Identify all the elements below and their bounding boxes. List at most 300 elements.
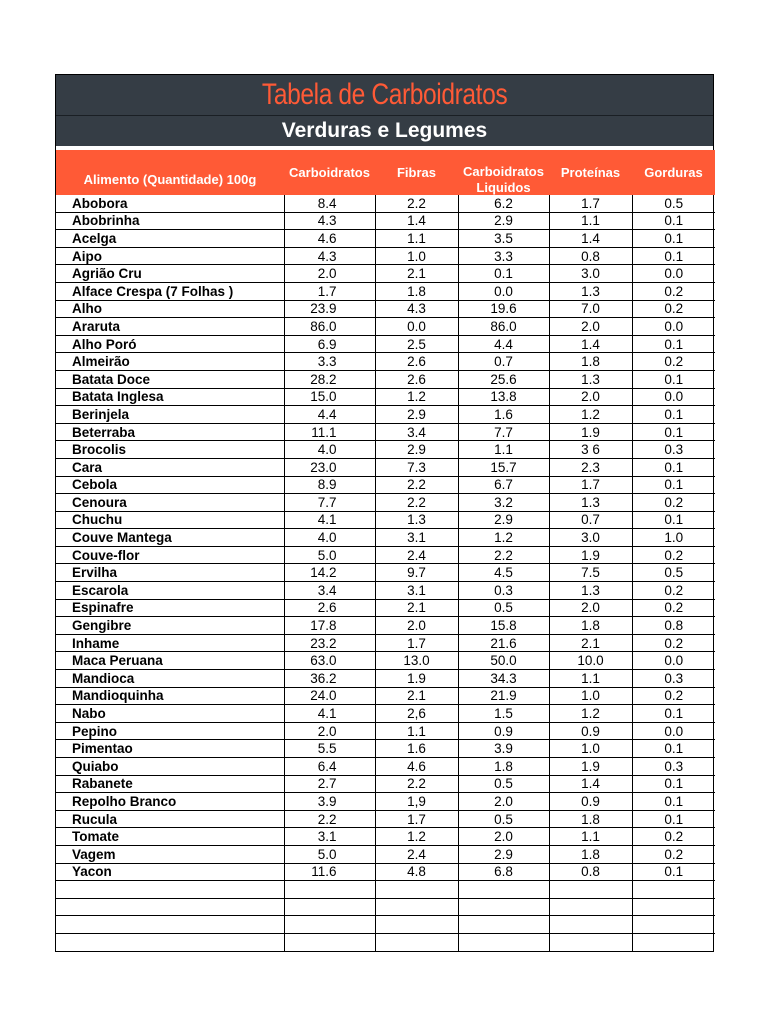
- title-banner: [56, 75, 713, 115]
- protein-cell: 1.3: [549, 282, 632, 300]
- fiber-cell: 1.1: [375, 722, 458, 740]
- table-row: [56, 933, 715, 950]
- carbs-cell: 17.8: [284, 617, 375, 635]
- protein-cell: 1.8: [549, 845, 632, 863]
- food-cell: Espinafre: [56, 599, 284, 617]
- fat-cell: 0.1: [632, 212, 715, 230]
- protein-cell: 1.2: [549, 705, 632, 723]
- fat-cell: 0.1: [632, 370, 715, 388]
- table-row: [56, 863, 715, 881]
- fat-cell: [632, 916, 715, 934]
- protein-cell: 1.9: [549, 423, 632, 441]
- net-carbs-cell: 4.4: [458, 335, 549, 353]
- fiber-cell: 2.0: [375, 617, 458, 635]
- header-net-carbs: Carboidratos Liquidos: [458, 150, 549, 195]
- table-row: [56, 845, 715, 863]
- protein-cell: 10.0: [549, 652, 632, 670]
- net-carbs-cell: 15.7: [458, 458, 549, 476]
- fiber-cell: 1.2: [375, 388, 458, 406]
- food-cell: Maca Peruana: [56, 652, 284, 670]
- fat-cell: 0.2: [632, 634, 715, 652]
- fat-cell: 0.1: [632, 810, 715, 828]
- carbs-cell: 2.7: [284, 775, 375, 793]
- fat-cell: 0.2: [632, 300, 715, 318]
- net-carbs-cell: 86.0: [458, 318, 549, 336]
- carbs-cell: [284, 933, 375, 950]
- carbs-cell: 2.6: [284, 599, 375, 617]
- food-cell: Brocolis: [56, 441, 284, 459]
- table-row: [56, 406, 715, 424]
- carbs-cell: 5.0: [284, 845, 375, 863]
- fiber-cell: 1.8: [375, 282, 458, 300]
- fat-cell: 0.1: [632, 775, 715, 793]
- fat-cell: 0.1: [632, 335, 715, 353]
- fat-cell: 0.1: [632, 458, 715, 476]
- net-carbs-cell: 15.8: [458, 617, 549, 635]
- protein-cell: 1.8: [549, 810, 632, 828]
- nutrition-table: [56, 150, 715, 951]
- table-row: [56, 916, 715, 934]
- food-cell: Abobora: [56, 195, 284, 212]
- page-title: Tabela de Carboidratos: [261, 78, 508, 111]
- table-row: [56, 511, 715, 529]
- net-carbs-cell: 0.5: [458, 599, 549, 617]
- food-cell: Pimentao: [56, 740, 284, 758]
- fat-cell: 0.2: [632, 599, 715, 617]
- protein-cell: 0.8: [549, 863, 632, 881]
- carb-table-document: [55, 74, 714, 952]
- fat-cell: 0.1: [632, 406, 715, 424]
- fiber-cell: 9.7: [375, 564, 458, 582]
- fiber-cell: 1.9: [375, 670, 458, 688]
- net-carbs-cell: 13.8: [458, 388, 549, 406]
- fiber-cell: 1,9: [375, 793, 458, 811]
- carbs-cell: [284, 881, 375, 899]
- food-cell: [56, 881, 284, 899]
- net-carbs-cell: 34.3: [458, 670, 549, 688]
- carbs-cell: 5.5: [284, 740, 375, 758]
- net-carbs-cell: 6.7: [458, 476, 549, 494]
- food-cell: Gengibre: [56, 617, 284, 635]
- fiber-cell: 1.2: [375, 828, 458, 846]
- carbs-cell: 4.1: [284, 511, 375, 529]
- food-cell: Almeirão: [56, 353, 284, 371]
- food-cell: Alface Crespa (7 Folhas ): [56, 282, 284, 300]
- table-row: [56, 881, 715, 899]
- fiber-cell: 2.2: [375, 494, 458, 512]
- fat-cell: 0.2: [632, 353, 715, 371]
- net-carbs-cell: 3.2: [458, 494, 549, 512]
- table-row: [56, 670, 715, 688]
- table-row: [56, 793, 715, 811]
- table-row: [56, 247, 715, 265]
- protein-cell: 1.0: [549, 687, 632, 705]
- carbs-cell: 11.6: [284, 863, 375, 881]
- fiber-cell: 1.7: [375, 810, 458, 828]
- food-cell: Pepino: [56, 722, 284, 740]
- header-fiber: Fibras: [375, 150, 458, 195]
- food-cell: Couve Mantega: [56, 529, 284, 547]
- food-cell: Alho Poró: [56, 335, 284, 353]
- protein-cell: 1.1: [549, 212, 632, 230]
- fiber-cell: 2.6: [375, 353, 458, 371]
- table-row: [56, 722, 715, 740]
- protein-cell: 0.9: [549, 722, 632, 740]
- table-body: [56, 195, 715, 951]
- table-row: [56, 582, 715, 600]
- fat-cell: 0.2: [632, 687, 715, 705]
- food-cell: [56, 933, 284, 950]
- net-carbs-cell: 0.5: [458, 810, 549, 828]
- net-carbs-cell: 3.9: [458, 740, 549, 758]
- carbs-cell: 4.1: [284, 705, 375, 723]
- food-cell: Inhame: [56, 634, 284, 652]
- table-row: [56, 423, 715, 441]
- food-cell: Vagem: [56, 845, 284, 863]
- net-carbs-cell: 0.7: [458, 353, 549, 371]
- net-carbs-cell: 21.6: [458, 634, 549, 652]
- carbs-cell: 11.1: [284, 423, 375, 441]
- net-carbs-cell: [458, 898, 549, 916]
- fiber-cell: 1.0: [375, 247, 458, 265]
- food-cell: Acelga: [56, 230, 284, 248]
- net-carbs-cell: [458, 933, 549, 950]
- fiber-cell: 2.9: [375, 406, 458, 424]
- carbs-cell: 2.0: [284, 722, 375, 740]
- fat-cell: 0.0: [632, 265, 715, 283]
- fat-cell: 0.0: [632, 388, 715, 406]
- table-row: [56, 388, 715, 406]
- protein-cell: 1.3: [549, 582, 632, 600]
- food-cell: Tomate: [56, 828, 284, 846]
- net-carbs-cell: 2.2: [458, 546, 549, 564]
- food-cell: Cara: [56, 458, 284, 476]
- table-row: [56, 212, 715, 230]
- net-carbs-cell: 19.6: [458, 300, 549, 318]
- protein-cell: [549, 898, 632, 916]
- table-row: [56, 458, 715, 476]
- net-carbs-cell: 1.1: [458, 441, 549, 459]
- carbs-cell: 4.4: [284, 406, 375, 424]
- table-row: [56, 353, 715, 371]
- fat-cell: 0.1: [632, 476, 715, 494]
- carbs-cell: 28.2: [284, 370, 375, 388]
- table-row: [56, 828, 715, 846]
- food-cell: Nabo: [56, 705, 284, 723]
- carbs-cell: 86.0: [284, 318, 375, 336]
- fat-cell: 0.2: [632, 582, 715, 600]
- protein-cell: 2.0: [549, 318, 632, 336]
- fat-cell: 0.3: [632, 670, 715, 688]
- food-cell: Rucula: [56, 810, 284, 828]
- protein-cell: 1.3: [549, 370, 632, 388]
- net-carbs-cell: 1.6: [458, 406, 549, 424]
- protein-cell: 1.2: [549, 406, 632, 424]
- carbs-cell: 15.0: [284, 388, 375, 406]
- protein-cell: 0.8: [549, 247, 632, 265]
- net-carbs-cell: 0.3: [458, 582, 549, 600]
- table-row: [56, 529, 715, 547]
- food-cell: Yacon: [56, 863, 284, 881]
- table-row: [56, 634, 715, 652]
- net-carbs-cell: 21.9: [458, 687, 549, 705]
- table-row: [56, 810, 715, 828]
- carbs-cell: 4.6: [284, 230, 375, 248]
- carbs-cell: 63.0: [284, 652, 375, 670]
- net-carbs-cell: 1.2: [458, 529, 549, 547]
- fiber-cell: 2,6: [375, 705, 458, 723]
- fiber-cell: 4.6: [375, 758, 458, 776]
- fat-cell: 0.1: [632, 740, 715, 758]
- food-cell: Alho: [56, 300, 284, 318]
- fiber-cell: 2.2: [375, 476, 458, 494]
- net-carbs-cell: 6.8: [458, 863, 549, 881]
- fat-cell: 0.8: [632, 617, 715, 635]
- carbs-cell: 6.9: [284, 335, 375, 353]
- fiber-cell: 0.0: [375, 318, 458, 336]
- carbs-cell: 3.3: [284, 353, 375, 371]
- net-carbs-cell: 0.5: [458, 775, 549, 793]
- protein-cell: 1.7: [549, 195, 632, 212]
- protein-cell: 2.0: [549, 599, 632, 617]
- protein-cell: 1.8: [549, 353, 632, 371]
- protein-cell: 1.8: [549, 617, 632, 635]
- fiber-cell: 3.4: [375, 423, 458, 441]
- food-cell: Batata Inglesa: [56, 388, 284, 406]
- protein-cell: 1.4: [549, 335, 632, 353]
- fat-cell: 0.0: [632, 318, 715, 336]
- carbs-cell: 2.0: [284, 265, 375, 283]
- net-carbs-cell: 2.0: [458, 828, 549, 846]
- table-row: [56, 775, 715, 793]
- fiber-cell: 2.5: [375, 335, 458, 353]
- fiber-cell: [375, 916, 458, 934]
- fiber-cell: 2.1: [375, 687, 458, 705]
- carbs-cell: 2.2: [284, 810, 375, 828]
- table-row: [56, 300, 715, 318]
- table-row: [56, 370, 715, 388]
- fiber-cell: 3.1: [375, 582, 458, 600]
- protein-cell: [549, 881, 632, 899]
- protein-cell: 2.1: [549, 634, 632, 652]
- table-row: [56, 265, 715, 283]
- fat-cell: 0.2: [632, 282, 715, 300]
- food-cell: Rabanete: [56, 775, 284, 793]
- fat-cell: 0.0: [632, 652, 715, 670]
- protein-cell: 0.7: [549, 511, 632, 529]
- fiber-cell: 4.8: [375, 863, 458, 881]
- net-carbs-cell: 0.1: [458, 265, 549, 283]
- fat-cell: 0.5: [632, 195, 715, 212]
- net-carbs-cell: 1.8: [458, 758, 549, 776]
- carbs-cell: 3.4: [284, 582, 375, 600]
- fat-cell: 0.2: [632, 494, 715, 512]
- fat-cell: 0.1: [632, 793, 715, 811]
- protein-cell: 0.9: [549, 793, 632, 811]
- carbs-cell: 4.0: [284, 529, 375, 547]
- fiber-cell: 1.1: [375, 230, 458, 248]
- fiber-cell: [375, 898, 458, 916]
- protein-cell: 3.0: [549, 529, 632, 547]
- fiber-cell: 2.2: [375, 775, 458, 793]
- food-cell: Mandioca: [56, 670, 284, 688]
- table-row: [56, 441, 715, 459]
- fat-cell: 0.0: [632, 722, 715, 740]
- fat-cell: 0.1: [632, 705, 715, 723]
- fat-cell: 0.3: [632, 758, 715, 776]
- fiber-cell: 13.0: [375, 652, 458, 670]
- fat-cell: [632, 898, 715, 916]
- table-row: [56, 740, 715, 758]
- food-cell: Quiabo: [56, 758, 284, 776]
- fiber-cell: 1.3: [375, 511, 458, 529]
- fat-cell: 0.2: [632, 845, 715, 863]
- fiber-cell: 2.6: [375, 370, 458, 388]
- fat-cell: 0.2: [632, 828, 715, 846]
- header-carbs: Carboidratos: [284, 150, 375, 195]
- food-cell: Ervilha: [56, 564, 284, 582]
- table-row: [56, 564, 715, 582]
- protein-cell: 7.0: [549, 300, 632, 318]
- fiber-cell: 2.1: [375, 599, 458, 617]
- fat-cell: 0.1: [632, 423, 715, 441]
- carbs-cell: 24.0: [284, 687, 375, 705]
- protein-cell: 1.4: [549, 230, 632, 248]
- fat-cell: 0.2: [632, 546, 715, 564]
- protein-cell: [549, 933, 632, 950]
- fat-cell: 0.3: [632, 441, 715, 459]
- table-row: [56, 195, 715, 212]
- carbs-cell: 23.0: [284, 458, 375, 476]
- table-row: [56, 546, 715, 564]
- fiber-cell: 2.2: [375, 195, 458, 212]
- net-carbs-cell: 1.5: [458, 705, 549, 723]
- header-food: Alimento (Quantidade) 100g: [56, 150, 284, 195]
- net-carbs-cell: 2.9: [458, 511, 549, 529]
- food-cell: Repolho Branco: [56, 793, 284, 811]
- fiber-cell: 1.7: [375, 634, 458, 652]
- table-row: [56, 230, 715, 248]
- fiber-cell: 4.3: [375, 300, 458, 318]
- fiber-cell: 2.4: [375, 845, 458, 863]
- protein-cell: [549, 916, 632, 934]
- food-cell: Escarola: [56, 582, 284, 600]
- food-cell: Cebola: [56, 476, 284, 494]
- carbs-cell: 8.9: [284, 476, 375, 494]
- fat-cell: [632, 881, 715, 899]
- table-row: [56, 282, 715, 300]
- carbs-cell: 6.4: [284, 758, 375, 776]
- fiber-cell: 7.3: [375, 458, 458, 476]
- header-fat: Gorduras: [632, 150, 715, 195]
- carbs-cell: 23.2: [284, 634, 375, 652]
- protein-cell: 1.3: [549, 494, 632, 512]
- food-cell: Aipo: [56, 247, 284, 265]
- protein-cell: 7.5: [549, 564, 632, 582]
- carbs-cell: 3.9: [284, 793, 375, 811]
- carbs-cell: 14.2: [284, 564, 375, 582]
- fiber-cell: 2.4: [375, 546, 458, 564]
- fiber-cell: [375, 881, 458, 899]
- table-row: [56, 476, 715, 494]
- net-carbs-cell: 2.0: [458, 793, 549, 811]
- table-row: [56, 494, 715, 512]
- fat-cell: 0.1: [632, 863, 715, 881]
- table-row: [56, 652, 715, 670]
- fat-cell: 0.5: [632, 564, 715, 582]
- food-cell: Abobrinha: [56, 212, 284, 230]
- fiber-cell: [375, 933, 458, 950]
- fat-cell: 0.1: [632, 230, 715, 248]
- fat-cell: [632, 933, 715, 950]
- carbs-cell: 36.2: [284, 670, 375, 688]
- protein-cell: 2.0: [549, 388, 632, 406]
- net-carbs-cell: 3.5: [458, 230, 549, 248]
- net-carbs-cell: 6.2: [458, 195, 549, 212]
- food-cell: [56, 916, 284, 934]
- table-row: [56, 758, 715, 776]
- fiber-cell: 1.4: [375, 212, 458, 230]
- carbs-cell: 1.7: [284, 282, 375, 300]
- fat-cell: 0.1: [632, 511, 715, 529]
- protein-cell: 3 6: [549, 441, 632, 459]
- protein-cell: 2.3: [549, 458, 632, 476]
- carbs-cell: 5.0: [284, 546, 375, 564]
- table-row: [56, 599, 715, 617]
- protein-cell: 1.7: [549, 476, 632, 494]
- page-subtitle: Verduras e Legumes: [281, 119, 488, 142]
- table-row: [56, 318, 715, 336]
- protein-cell: 1.0: [549, 740, 632, 758]
- food-cell: Chuchu: [56, 511, 284, 529]
- protein-cell: 1.9: [549, 546, 632, 564]
- food-cell: Cenoura: [56, 494, 284, 512]
- fiber-cell: 2.1: [375, 265, 458, 283]
- net-carbs-cell: [458, 916, 549, 934]
- net-carbs-cell: 25.6: [458, 370, 549, 388]
- net-carbs-cell: 0.9: [458, 722, 549, 740]
- food-cell: Agrião Cru: [56, 265, 284, 283]
- protein-cell: 1.1: [549, 670, 632, 688]
- fiber-cell: 1.6: [375, 740, 458, 758]
- subtitle-banner: [56, 115, 713, 146]
- table-row: [56, 705, 715, 723]
- table-row: [56, 617, 715, 635]
- net-carbs-cell: 50.0: [458, 652, 549, 670]
- fiber-cell: 3.1: [375, 529, 458, 547]
- carbs-cell: 8.4: [284, 195, 375, 212]
- carbs-cell: [284, 916, 375, 934]
- protein-cell: 1.1: [549, 828, 632, 846]
- fat-cell: 1.0: [632, 529, 715, 547]
- protein-cell: 1.4: [549, 775, 632, 793]
- food-cell: Beterraba: [56, 423, 284, 441]
- table-header-row: [56, 150, 715, 195]
- fat-cell: 0.1: [632, 247, 715, 265]
- food-cell: Berinjela: [56, 406, 284, 424]
- table-row: [56, 687, 715, 705]
- carbs-cell: 4.3: [284, 247, 375, 265]
- net-carbs-cell: 4.5: [458, 564, 549, 582]
- protein-cell: 1.9: [549, 758, 632, 776]
- carbs-cell: 23.9: [284, 300, 375, 318]
- net-carbs-cell: 3.3: [458, 247, 549, 265]
- net-carbs-cell: [458, 881, 549, 899]
- carbs-cell: 4.0: [284, 441, 375, 459]
- net-carbs-cell: 2.9: [458, 212, 549, 230]
- protein-cell: 3.0: [549, 265, 632, 283]
- header-protein: Proteínas: [549, 150, 632, 195]
